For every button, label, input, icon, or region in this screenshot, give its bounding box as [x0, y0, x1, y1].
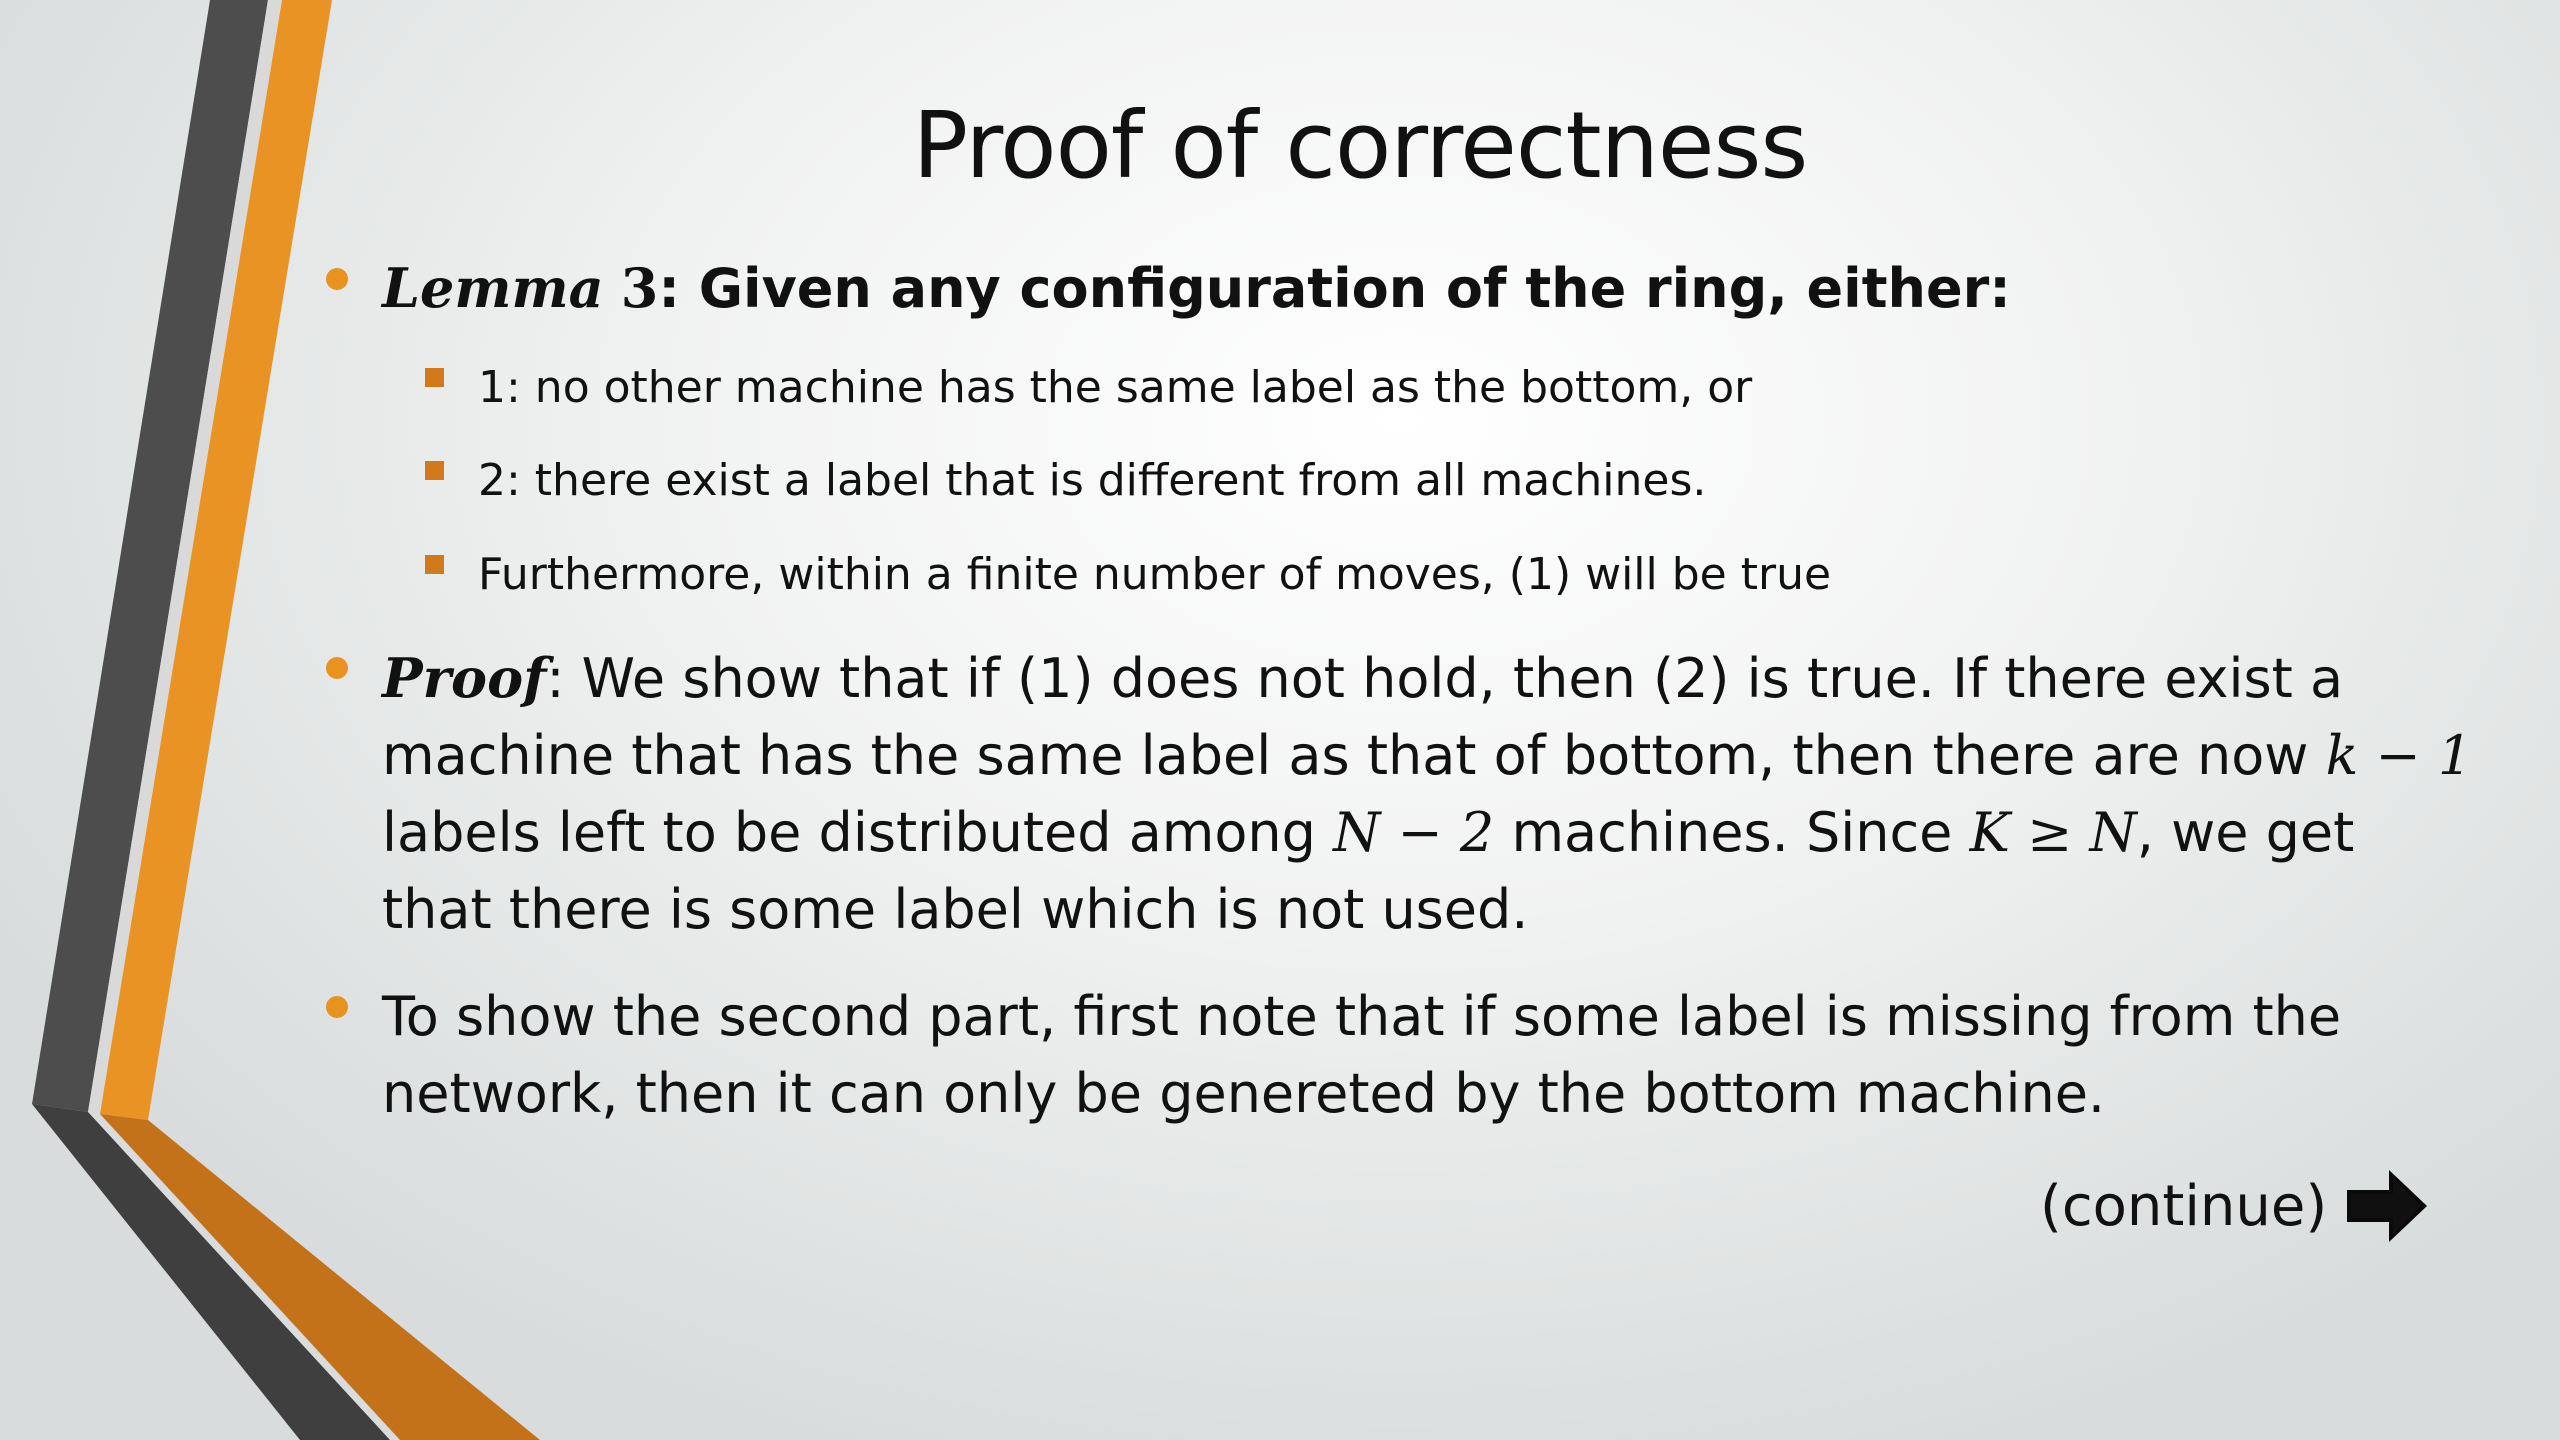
lemma-number: 3: [620, 256, 659, 320]
right-arrow-icon[interactable]: [2345, 1168, 2429, 1244]
second-part-line-1: To show the second part, first note that if some label is missing from the: [382, 985, 2342, 1048]
slide-title: Proof of correctness: [912, 92, 1808, 199]
lemma-label: Lemma: [382, 256, 604, 320]
sub-square-3: [425, 555, 444, 574]
second-part-line-2: network, then it can only be genereted by the bottom machine.: [382, 1062, 2106, 1125]
continue-label: (continue): [2040, 1173, 2328, 1239]
sub-item-1: 1: no other machine has the same label as the bottom, or: [478, 362, 1753, 413]
sub-item-2: 2: there exist a label that is different from all machines.: [478, 455, 1707, 506]
proof-line-1-text: : We show that if (1) does not hold, then (2) is true. If there exist a: [546, 647, 2344, 710]
bullet-proof: [382, 640, 2522, 948]
bullet-second-part: [382, 978, 2522, 1132]
bullet-dot-lemma: [326, 268, 348, 290]
proof-line-4: that there is some label which is not used.: [382, 878, 1529, 941]
decor-gray-band-lower: [32, 1104, 390, 1440]
continue-link[interactable]: [2040, 1166, 2429, 1246]
proof-line-2: [382, 717, 2522, 794]
sub-item-3: Furthermore, within a finite number of moves, (1) will be true: [478, 549, 1832, 600]
bullet-dot-second-part: [326, 996, 348, 1018]
proof-math-k-minus-1: k − 1: [2325, 724, 2473, 787]
proof-math-n-minus-2: N − 2: [1333, 801, 1495, 864]
bullet-dot-proof: [326, 657, 348, 679]
sub-square-1: [425, 368, 444, 387]
proof-label: Proof: [382, 646, 547, 710]
proof-line-3-mid: machines. Since: [1494, 801, 1970, 864]
sub-square-2: [425, 461, 444, 480]
proof-math-k-geq-n: K ≥ N: [1969, 801, 2137, 864]
proof-line-3-pre: labels left to be distributed among: [382, 801, 1334, 864]
proof-line-2-text: machine that has the same label as that of bottom, then there are now: [382, 724, 2326, 787]
proof-line-1: [382, 640, 2522, 717]
proof-line-3-post: , we get: [2136, 801, 2355, 864]
lemma-text: : Given any configuration of the ring, either:: [658, 257, 2011, 320]
proof-line-3: [382, 794, 2522, 871]
bullet-lemma: [382, 250, 2011, 327]
